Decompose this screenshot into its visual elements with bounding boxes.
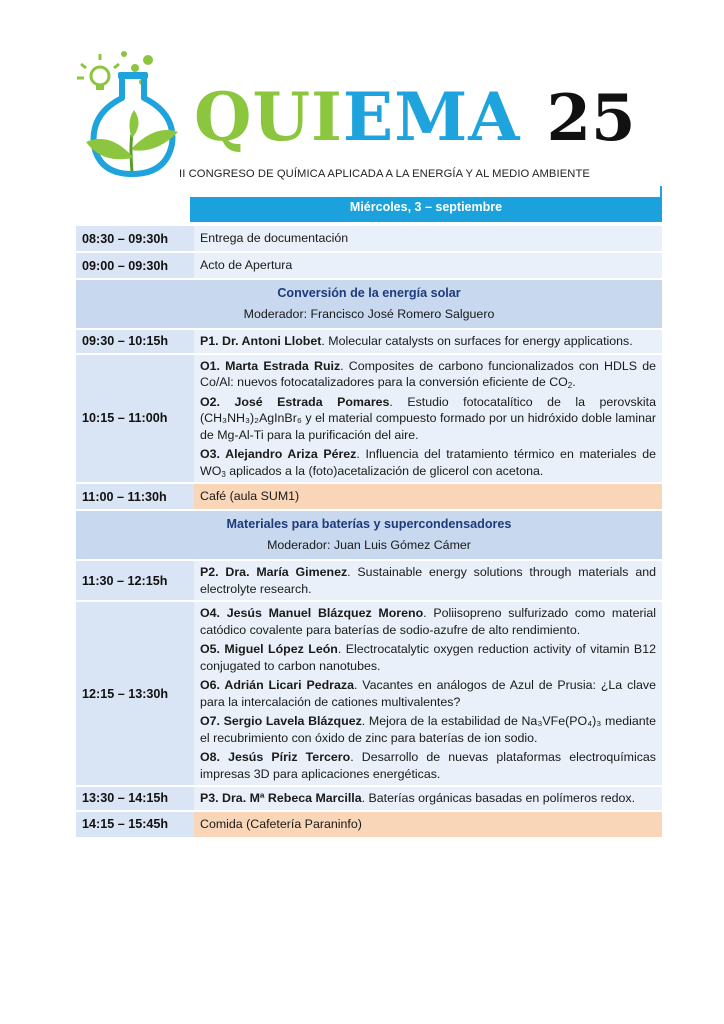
section-cell: [76, 280, 662, 328]
talk-entry: [200, 358, 656, 391]
speaker-name: P3. Dra. Mª Rebeca Marcilla: [200, 791, 362, 805]
talk-title: . Mejora de la estabilidad de Na₃VFe(PO₄)₃ mediante el recubrimiento con óxido de zinc para baterías de ion sodio.: [200, 714, 656, 745]
talk-title: . Electrocatalytic oxygen reduction activity of vitamin B12 conjugated to carbon nanotubes.: [200, 642, 656, 673]
time-cell: 08:30 – 09:30h: [76, 226, 194, 251]
speaker-name: O7. Sergio Lavela Blázquez: [200, 714, 362, 728]
speaker-name: O5. Miguel López León: [200, 642, 338, 656]
section-cell: [76, 511, 662, 559]
talk-title: . Estudio fotocatalítico de la perovskita (CH₃NH₃)₂AgInBr₆ y el material compuesto formado por un hidróxido doble laminar de Mg-Al-Ti para la purificación del aire.: [200, 394, 656, 442]
time-cell: 11:30 – 12:15h: [76, 561, 194, 600]
brand-part-qui: QUI: [194, 78, 343, 156]
talk-entry: [200, 564, 656, 597]
section-header: [76, 511, 662, 559]
activity-cell: [194, 602, 662, 785]
time-cell: 09:30 – 10:15h: [76, 330, 194, 353]
subscript: 2: [567, 381, 573, 390]
table-row: [76, 253, 662, 278]
brand-title: [194, 78, 636, 158]
brand-part-ema: EMA: [342, 78, 521, 156]
talk-title: . Vacantes en análogos de Azul de Prusia: ¿La clave para la intercalación de cationes multivalentes?: [200, 678, 656, 709]
talk-entry: [200, 446, 656, 479]
speaker-name: O3. Alejandro Ariza Pérez: [200, 447, 357, 461]
section-title: Conversión de la energía solar: [277, 286, 461, 300]
table-row: [76, 226, 662, 251]
talk-title-end: .: [572, 375, 576, 389]
table-row: [76, 561, 662, 600]
activity-cell: [194, 561, 662, 600]
table-row: [76, 330, 662, 353]
activity-cell: [194, 355, 662, 483]
time-cell: 13:30 – 14:15h: [76, 787, 194, 810]
break-cell: Comida (Cafetería Paraninfo): [194, 812, 662, 837]
time-cell: 10:15 – 11:00h: [76, 355, 194, 483]
section-moderator: Moderador: Juan Luis Gómez Cámer: [267, 538, 471, 552]
schedule-table: [76, 224, 662, 839]
speaker-name: O6. Adrián Licari Pedraza: [200, 678, 354, 692]
break-cell: Café (aula SUM1): [194, 484, 662, 509]
activity-cell: [194, 787, 662, 810]
section-header: [76, 280, 662, 328]
section-title: Materiales para baterías y supercondensadores: [226, 517, 512, 531]
subscript: 3: [221, 469, 226, 479]
talk-title-end: aplicados a la (foto)acetalización de glicerol con acetona.: [225, 463, 544, 478]
talk-entry: [200, 641, 656, 674]
talk-title: . Molecular catalysts on surfaces for energy applications.: [321, 334, 633, 348]
talk-entry: [200, 713, 656, 746]
talk-entry: [200, 790, 656, 807]
talk-title: . Sustainable energy solutions through materials and electrolyte research.: [200, 565, 656, 596]
speaker-name: P2. Dra. María Gimenez: [200, 565, 348, 579]
talk-entry: [200, 605, 656, 638]
talk-entry: [200, 333, 656, 350]
speaker-name: O2. José Estrada Pomares: [200, 394, 390, 409]
speaker-name: O1. Marta Estrada Ruiz: [200, 358, 341, 373]
time-cell: 14:15 – 15:45h: [76, 812, 194, 837]
talk-title: . Poliisopreno sulfurizado como material catódico covalente para baterías de sodio-azufre de alto rendimiento.: [200, 606, 656, 637]
time-cell: 11:00 – 11:30h: [76, 484, 194, 509]
congress-subtitle: II CONGRESO DE QUÍMICA APLICADA A LA ENERGÍA Y AL MEDIO AMBIENTE: [179, 168, 590, 180]
speaker-name: O8. Jesús Píriz Tercero: [200, 750, 351, 764]
talk-entry: [200, 677, 656, 710]
talk-title: . Influencia del tratamiento térmico en materiales de WO: [200, 447, 656, 478]
table-row: [76, 484, 662, 509]
section-moderator: Moderador: Francisco José Romero Salguero: [243, 307, 495, 321]
talk-title: . Composites de carbono funcionalizados con HDLS de Co/Al: nuevos fotocatalizadores para la conversión eficiente de CO: [200, 358, 656, 389]
flask-leaf-logo-icon: [72, 46, 187, 181]
table-row: [76, 355, 662, 483]
table-row: [76, 602, 662, 785]
table-row: [76, 812, 662, 837]
speaker-name: O4. Jesús Manuel Blázquez Moreno: [200, 606, 424, 620]
table-row: [76, 787, 662, 810]
talk-entry: [200, 394, 656, 444]
activity-cell: Acto de Apertura: [194, 253, 662, 278]
talk-title: . Desarrollo de nuevas plataformas electroquímicas impresas 3D para aplicaciones energéticas.: [200, 750, 656, 781]
talk-entry: [200, 749, 656, 782]
time-cell: 09:00 – 09:30h: [76, 253, 194, 278]
day-header: Miércoles, 3 – septiembre: [190, 197, 662, 222]
brand-year: 25: [546, 81, 636, 156]
speaker-name: P1. Dr. Antoni Llobet: [200, 334, 322, 348]
time-cell: 12:15 – 13:30h: [76, 602, 194, 785]
activity-cell: [194, 330, 662, 353]
activity-cell: Entrega de documentación: [194, 226, 662, 251]
talk-title: . Baterías orgánicas basadas en polímeros redox.: [361, 791, 636, 805]
